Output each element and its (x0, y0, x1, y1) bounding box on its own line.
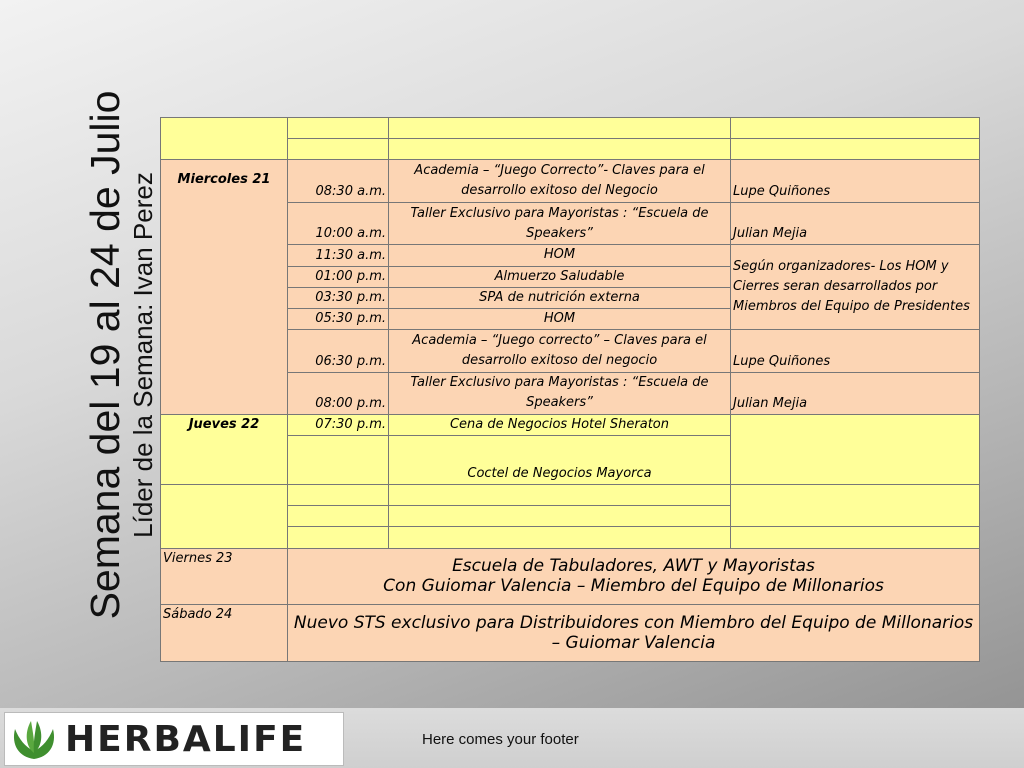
empty-cell (731, 484, 980, 526)
presenter-cell: Julian Mejia (731, 372, 980, 414)
time-cell: 08:30 a.m. (288, 160, 389, 202)
time-cell: 11:30 a.m. (288, 245, 389, 266)
empty-cell (288, 139, 389, 160)
logo-text: HERBALIFE (65, 718, 307, 760)
table-row (161, 484, 980, 505)
empty-cell (389, 527, 731, 548)
empty-cell (389, 118, 731, 139)
herbalife-logo (4, 712, 344, 766)
empty-cell (288, 527, 389, 548)
day-cell: Sábado 24 (161, 605, 288, 662)
event-line: Con Guiomar Valencia – Miembro del Equipo de Millonarios (383, 576, 884, 597)
activity-cell: Taller Exclusivo para Mayoristas : “Escuela de Speakers” (389, 202, 731, 244)
time-cell: 05:30 p.m. (288, 309, 389, 330)
activity-cell: HOM (389, 245, 731, 266)
event-cell (288, 548, 980, 605)
week-leader: Líder de la Semana: Ivan Perez (128, 172, 158, 538)
activity-cell: HOM (389, 309, 731, 330)
empty-cell (161, 118, 288, 160)
empty-cell (389, 506, 731, 527)
empty-cell (731, 118, 980, 139)
empty-cell (389, 484, 731, 505)
time-cell: 01:00 p.m. (288, 266, 389, 287)
empty-cell (288, 506, 389, 527)
vertical-title (82, 55, 158, 655)
table-row (161, 118, 980, 139)
table-row (161, 548, 980, 605)
activity-cell: Cena de Negocios Hotel Sheraton (389, 415, 731, 436)
day-cell: Viernes 23 (161, 548, 288, 605)
presenter-cell: Lupe Quiñones (731, 160, 980, 202)
time-cell: 10:00 a.m. (288, 202, 389, 244)
activity-cell: Almuerzo Saludable (389, 266, 731, 287)
time-cell: 08:00 p.m. (288, 372, 389, 414)
event-line: Escuela de Tabuladores, AWT y Mayoristas (452, 556, 815, 577)
event-cell: Nuevo STS exclusivo para Distribuidores con Miembro del Equipo de Millonarios – Guiomar Valencia (288, 605, 980, 662)
empty-cell (288, 484, 389, 505)
presenter-cell: Lupe Quiñones (731, 330, 980, 372)
time-cell: 07:30 p.m. (288, 415, 389, 436)
empty-cell (731, 415, 980, 485)
table-row (161, 605, 980, 662)
page-title: Semana del 19 al 24 de Julio (82, 90, 128, 620)
presenter-note-cell: Según organizadores- Los HOM y Cierres seran desarrollados por Miembros del Equipo de Presidentes (731, 245, 980, 330)
time-cell (288, 436, 389, 485)
activity-cell: Academia – “Juego correcto” – Claves para el desarrollo exitoso del negocio (389, 330, 731, 372)
activity-cell: Taller Exclusivo para Mayoristas : “Escuela de Speakers” (389, 372, 731, 414)
table-row (161, 160, 980, 202)
empty-cell (161, 484, 288, 548)
leaf-icon (9, 717, 59, 761)
day-cell: Miercoles 21 (161, 160, 288, 415)
time-cell: 06:30 p.m. (288, 330, 389, 372)
empty-cell (288, 118, 389, 139)
presenter-cell: Julian Mejia (731, 202, 980, 244)
day-cell: Jueves 22 (161, 415, 288, 485)
activity-cell: Academia – “Juego Correcto”- Claves para el desarrollo exitoso del Negocio (389, 160, 731, 202)
time-cell: 03:30 p.m. (288, 287, 389, 308)
activity-cell: Coctel de Negocios Mayorca (389, 436, 731, 485)
empty-cell (389, 139, 731, 160)
table-row (161, 415, 980, 436)
empty-cell (731, 139, 980, 160)
footer-text: Here comes your footer (422, 731, 579, 748)
empty-cell (731, 527, 980, 548)
activity-cell: SPA de nutrición externa (389, 287, 731, 308)
schedule-table (160, 117, 980, 662)
